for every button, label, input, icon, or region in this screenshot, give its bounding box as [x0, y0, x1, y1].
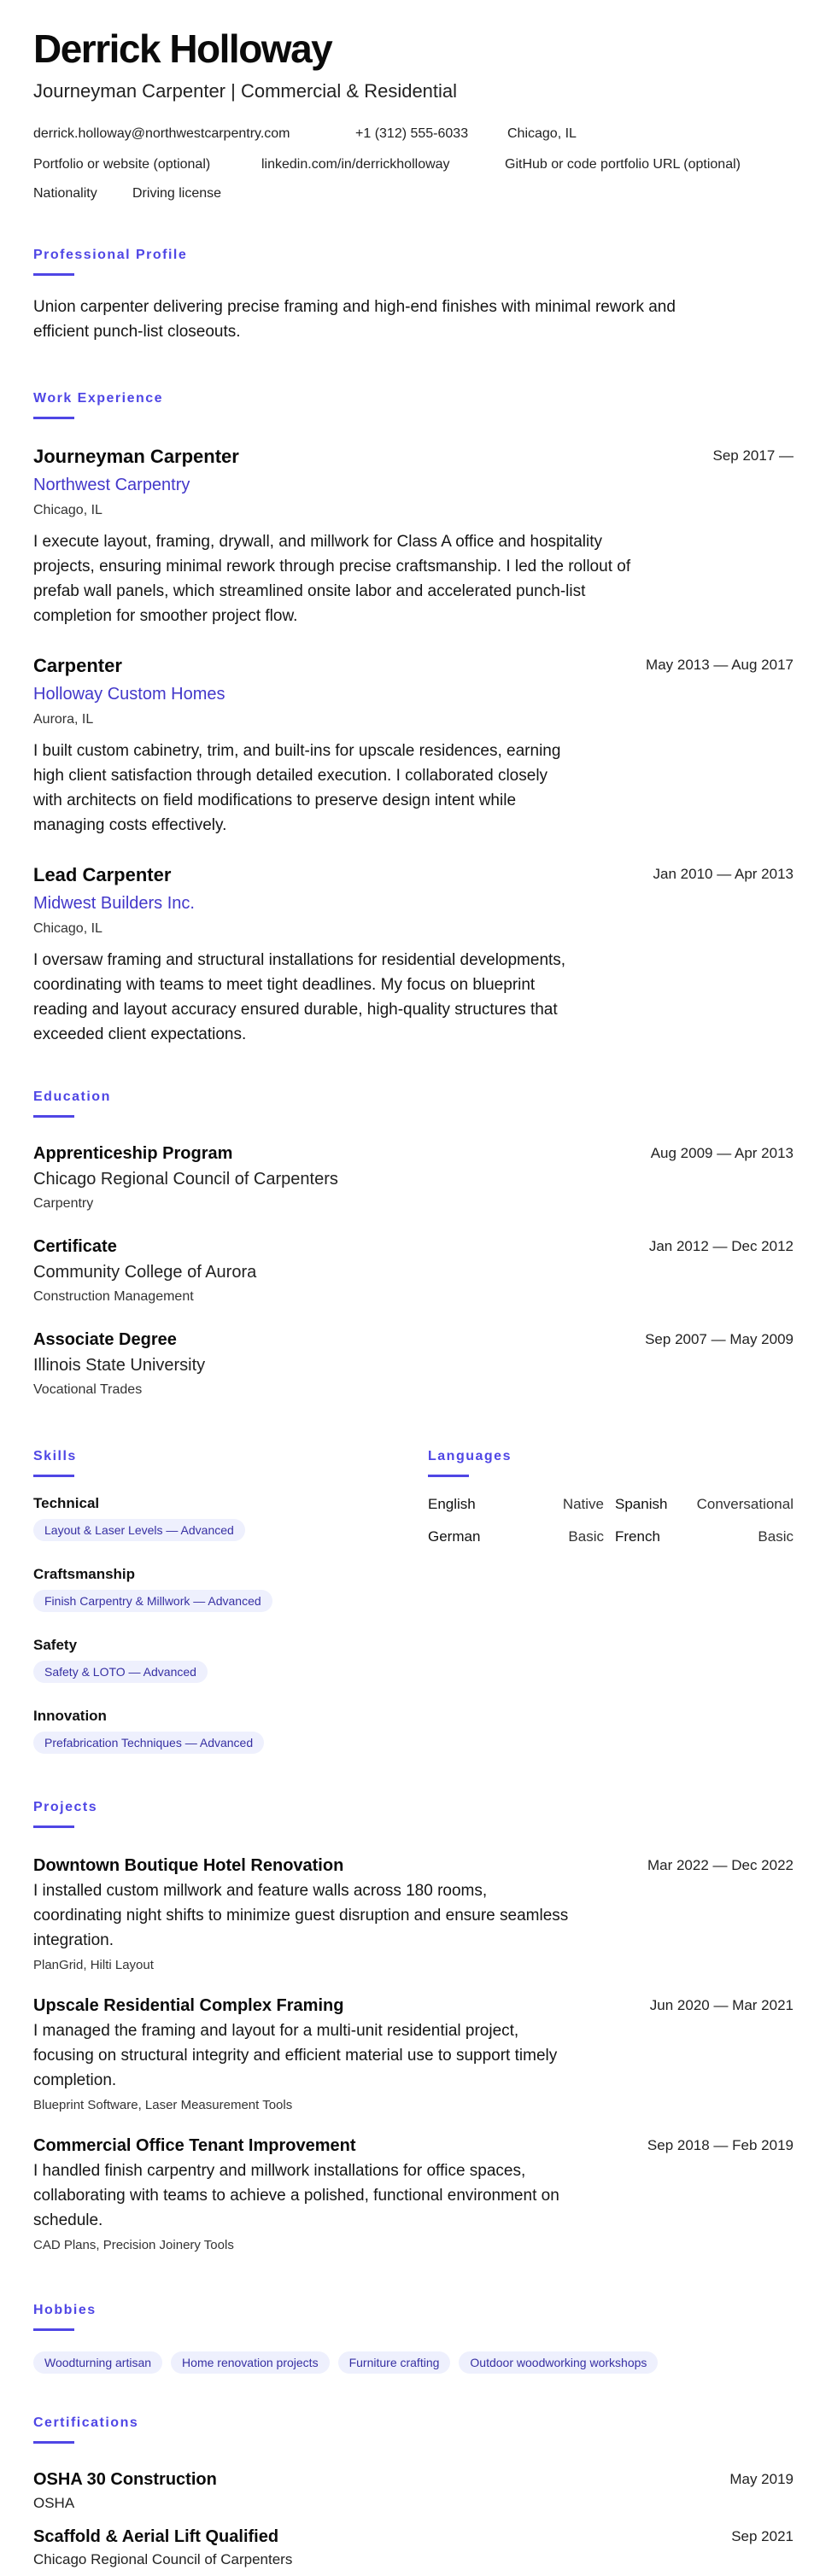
description-line: high client satisfaction through detailed execution. I collaborated closely: [33, 767, 548, 785]
section-rule: [33, 1475, 74, 1477]
contact-license: Driving license: [132, 186, 222, 201]
certification-issuer: OSHA: [33, 2495, 75, 2511]
project-title: Commercial Office Tenant Improvement: [33, 2136, 356, 2155]
education-date: Aug 2009 — Apr 2013: [650, 1145, 794, 1161]
hobby-pill: Furniture crafting: [338, 2351, 451, 2374]
job-description: [33, 529, 768, 628]
project-title: Downtown Boutique Hotel Renovation: [33, 1856, 344, 1875]
education-date: Jan 2012 — Dec 2012: [648, 1238, 794, 1254]
description-line: exceeded client expectations.: [33, 1025, 247, 1043]
education-degree: Certificate: [33, 1237, 117, 1256]
certification-name: OSHA 30 Construction: [33, 2470, 217, 2489]
section-title-languages: Languages: [428, 1449, 512, 1463]
job-title: Journeyman Carpenter: [33, 446, 239, 467]
project-tools: CAD Plans, Precision Joinery Tools: [33, 2238, 234, 2252]
project-title: Upscale Residential Complex Framing: [33, 1996, 344, 2015]
profile-line: efficient punch-list closeouts.: [33, 323, 241, 341]
hobby-pill: Outdoor woodworking workshops: [459, 2351, 658, 2374]
education-date: Sep 2007 — May 2009: [645, 1331, 794, 1347]
project-tools: Blueprint Software, Laser Measurement Tools: [33, 2098, 293, 2112]
description-line: focusing on structural integrity and efficient material use to support timely: [33, 2047, 558, 2065]
skill-category: Innovation: [33, 1708, 107, 1724]
certification-issuer: Chicago Regional Council of Carpenters: [33, 2551, 293, 2567]
description-line: completion for smoother project flow.: [33, 607, 298, 625]
profile-line: Union carpenter delivering precise framing and high-end finishes with minimal rework and: [33, 298, 676, 316]
job-date: Jan 2010 — Apr 2013: [653, 866, 794, 882]
job-title: Lead Carpenter: [33, 864, 172, 885]
contact-phone[interactable]: +1 (312) 555-6033: [355, 126, 469, 141]
project-date: Jun 2020 — Mar 2021: [649, 1997, 794, 2013]
contact-location: Chicago, IL: [507, 126, 577, 141]
section-rule: [33, 1115, 74, 1118]
skill-pill: Prefabrication Techniques — Advanced: [33, 1732, 264, 1754]
description-line: coordinating with teams to meet tight deadlines. My focus on blueprint: [33, 976, 536, 994]
job-description: [33, 739, 768, 838]
job-date: Sep 2017 —: [712, 447, 794, 464]
skill-category: Craftsmanship: [33, 1566, 136, 1582]
job-location: Chicago, IL: [33, 921, 102, 936]
description-line: collaborating with teams to achieve a polished, functional environment on: [33, 2187, 559, 2205]
education-institution: Community College of Aurora: [33, 1263, 257, 1282]
description-line: managing costs effectively.: [33, 816, 227, 834]
section-rule: [33, 273, 74, 276]
language-level: Native: [562, 1496, 604, 1512]
education-institution: Illinois State University: [33, 1356, 206, 1375]
project-tools: PlanGrid, Hilti Layout: [33, 1958, 154, 1972]
certification-date: May 2019: [729, 2471, 794, 2487]
language-level: Basic: [758, 1528, 794, 1545]
skill-pill: Safety & LOTO — Advanced: [33, 1661, 208, 1683]
contact-portfolio[interactable]: Portfolio or website (optional): [33, 157, 211, 172]
education-degree: Associate Degree: [33, 1330, 177, 1349]
section-rule: [33, 417, 74, 419]
skill-pill: Layout & Laser Levels — Advanced: [33, 1519, 245, 1541]
contact-linkedin[interactable]: linkedin.com/in/derrickholloway: [261, 157, 450, 172]
section-title-skills: Skills: [33, 1449, 77, 1463]
job-date: May 2013 — Aug 2017: [646, 657, 794, 673]
certification-name: Scaffold & Aerial Lift Qualified: [33, 2527, 279, 2546]
education-degree: Apprenticeship Program: [33, 1144, 233, 1163]
profile-summary: [33, 295, 785, 344]
education-field: Vocational Trades: [33, 1382, 143, 1397]
skill-category: Safety: [33, 1637, 78, 1653]
headline: Journeyman Carpenter | Commercial & Residential: [33, 80, 458, 102]
section-rule: [33, 2328, 74, 2331]
description-line: completion.: [33, 2071, 117, 2089]
section-rule: [33, 2441, 74, 2444]
language-level: Basic: [568, 1528, 604, 1545]
hobby-pill: Home renovation projects: [171, 2351, 330, 2374]
language-name: French: [615, 1528, 660, 1545]
language-name: English: [428, 1496, 476, 1512]
language-name: Spanish: [615, 1496, 668, 1512]
project-description: [33, 1878, 768, 1953]
description-line: I execute layout, framing, drywall, and millwork for Class A office and hospitality: [33, 533, 603, 551]
section-rule: [428, 1475, 469, 1477]
description-line: schedule.: [33, 2211, 103, 2229]
job-company: Northwest Carpentry: [33, 476, 190, 494]
hobby-pill: Woodturning artisan: [33, 2351, 162, 2374]
hobby-list: [33, 2351, 658, 2374]
education-field: Carpentry: [33, 1196, 94, 1211]
section-title-profile: Professional Profile: [33, 248, 188, 262]
contact-nationality: Nationality: [33, 186, 97, 201]
language-level: Conversational: [696, 1496, 794, 1512]
section-title-certifications: Certifications: [33, 2415, 139, 2430]
contact-github[interactable]: GitHub or code portfolio URL (optional): [505, 157, 741, 172]
description-line: integration.: [33, 1931, 114, 1949]
job-title: Carpenter: [33, 655, 122, 676]
section-title-projects: Projects: [33, 1800, 98, 1814]
description-line: I managed the framing and layout for a multi-unit residential project,: [33, 2022, 519, 2040]
project-date: Sep 2018 — Feb 2019: [647, 2137, 794, 2153]
description-line: I oversaw framing and structural installations for residential developments,: [33, 951, 566, 969]
description-line: reading and layout accuracy ensured durable, high-quality structures that: [33, 1001, 558, 1019]
job-location: Aurora, IL: [33, 712, 94, 727]
description-line: coordinating night shifts to minimize guest disruption and ensure seamless: [33, 1907, 569, 1925]
job-description: [33, 948, 768, 1047]
description-line: prefab wall panels, which streamlined onsite labor and accelerated punch-list: [33, 582, 586, 600]
description-line: I installed custom millwork and feature walls across 180 rooms,: [33, 1882, 488, 1900]
skill-pill: Finish Carpentry & Millwork — Advanced: [33, 1590, 272, 1612]
job-company: Midwest Builders Inc.: [33, 894, 195, 913]
language-name: German: [428, 1528, 481, 1545]
description-line: I built custom cabinetry, trim, and built-ins for upscale residences, earning: [33, 742, 561, 760]
contact-email[interactable]: derrick.holloway@northwestcarpentry.com: [33, 126, 290, 141]
section-title-education: Education: [33, 1089, 111, 1104]
project-date: Mar 2022 — Dec 2022: [647, 1857, 794, 1873]
candidate-name: Derrick Holloway: [33, 26, 332, 71]
education-field: Construction Management: [33, 1289, 194, 1304]
section-title-experience: Work Experience: [33, 391, 164, 406]
job-location: Chicago, IL: [33, 503, 102, 517]
project-description: [33, 2158, 768, 2233]
description-line: projects, ensuring minimal rework through precise craftsmanship. I led the rollout of: [33, 558, 631, 575]
section-title-hobbies: Hobbies: [33, 2303, 97, 2317]
skill-category: Technical: [33, 1495, 100, 1511]
description-line: with architects on field modifications to preserve design intent while: [33, 791, 517, 809]
description-line: I handled finish carpentry and millwork installations for office spaces,: [33, 2162, 526, 2180]
certification-date: Sep 2021: [731, 2528, 794, 2544]
job-company: Holloway Custom Homes: [33, 685, 225, 704]
section-rule: [33, 1825, 74, 1828]
project-description: [33, 2018, 768, 2093]
education-institution: Chicago Regional Council of Carpenters: [33, 1170, 338, 1189]
